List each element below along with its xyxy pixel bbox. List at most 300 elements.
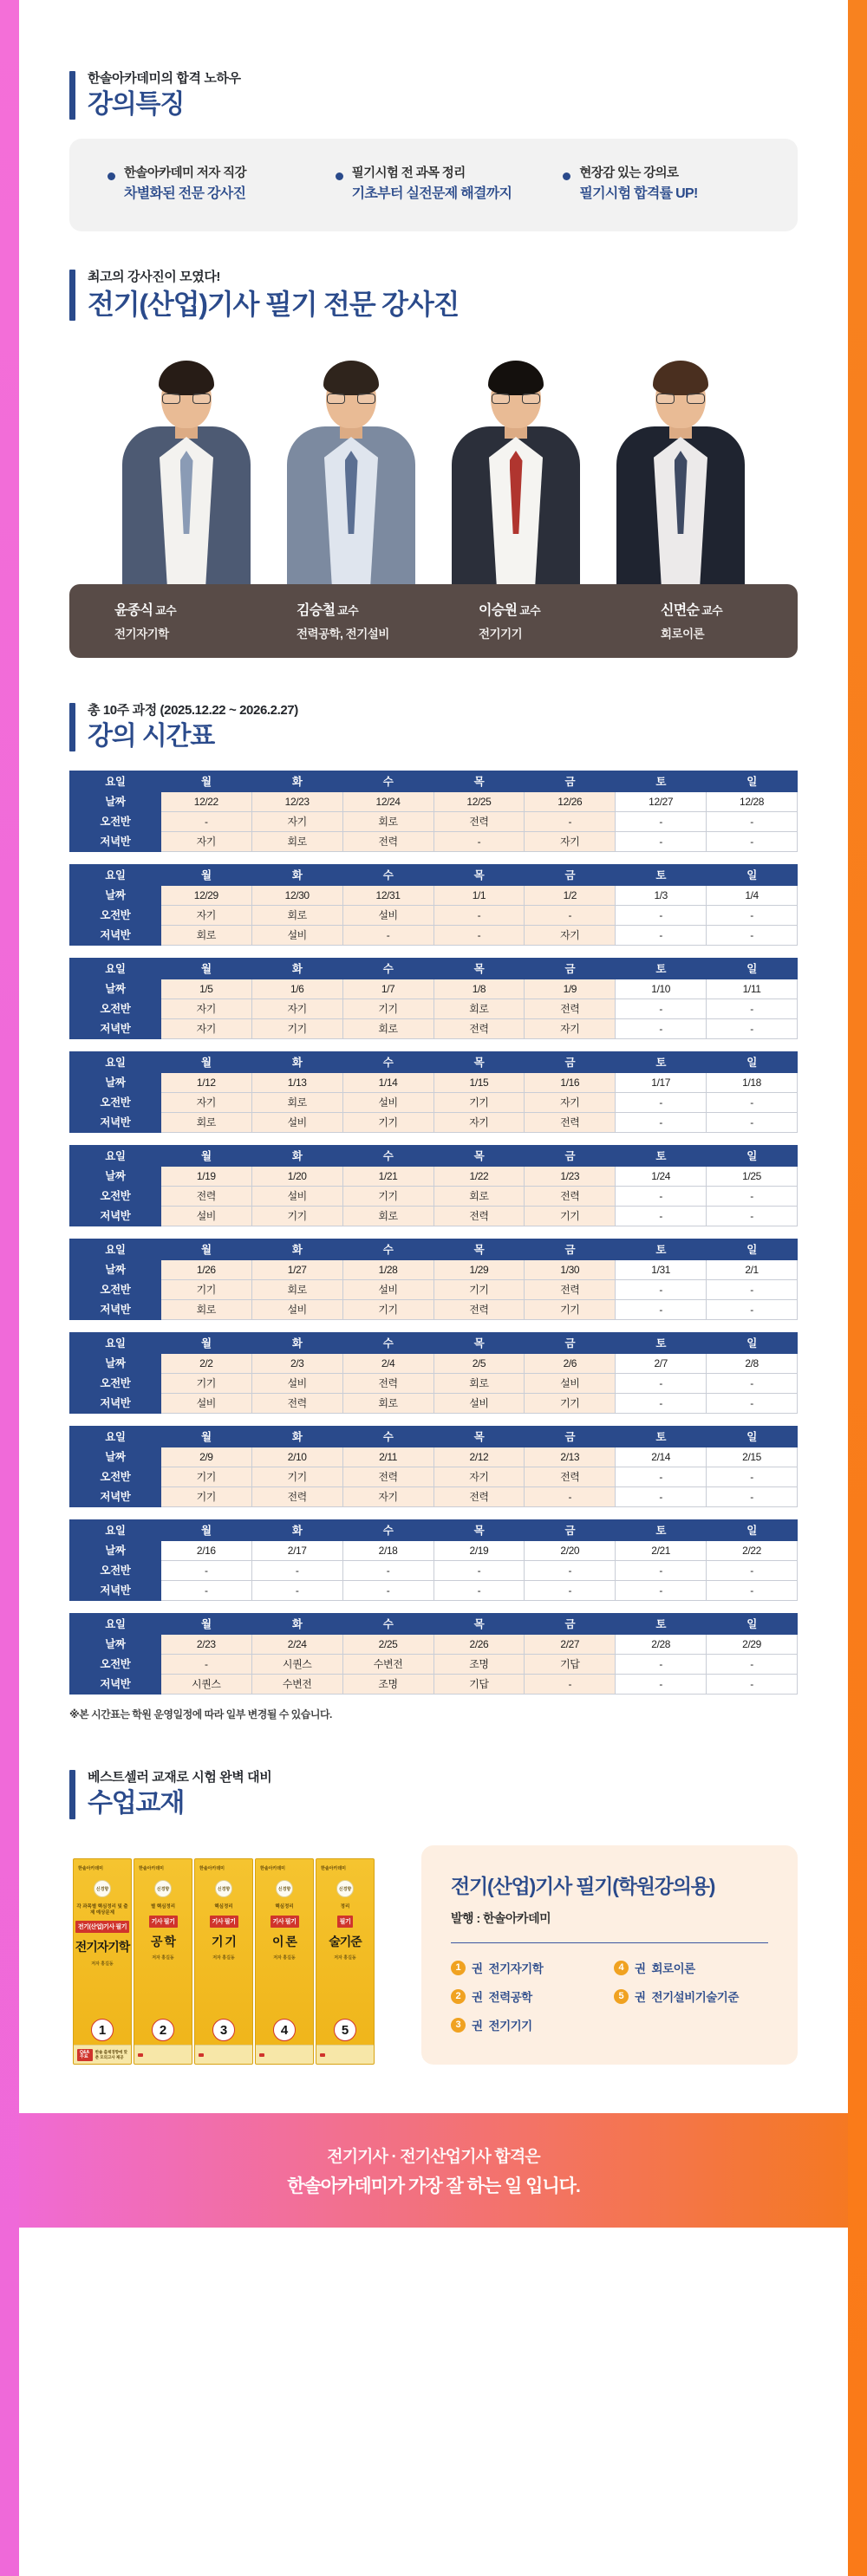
book-foot bbox=[316, 2045, 374, 2064]
table-cell: 수변전 bbox=[251, 1675, 342, 1695]
textbook-row bbox=[69, 1845, 798, 2065]
table-row bbox=[70, 1207, 798, 1226]
table-cell: 설비 bbox=[434, 1394, 525, 1414]
table-cell: - bbox=[707, 1207, 798, 1226]
column-header: 목 bbox=[434, 1333, 525, 1354]
table-row bbox=[70, 1073, 798, 1093]
column-header: 금 bbox=[525, 1427, 616, 1447]
table-cell: 수변전 bbox=[342, 1655, 434, 1675]
table-cell: 기기 bbox=[251, 1467, 342, 1487]
features-title: 강의특징 bbox=[88, 89, 185, 119]
book-spine bbox=[134, 1858, 192, 2065]
bullet-dot-icon bbox=[336, 172, 343, 180]
book-number: 5 bbox=[334, 2019, 356, 2041]
column-header: 목 bbox=[434, 1427, 525, 1447]
book-number: 2 bbox=[152, 2019, 174, 2041]
table-cell: 1/11 bbox=[707, 979, 798, 999]
book-subline: 각 과목별 핵심정리 및 출제 예상문제 bbox=[76, 1904, 128, 1916]
instructor-role: 교수 bbox=[519, 604, 540, 617]
table-cell: 2/5 bbox=[434, 1354, 525, 1374]
column-header: 토 bbox=[616, 1239, 707, 1260]
table-cell: 자기 bbox=[342, 1487, 434, 1507]
table-cell: - bbox=[616, 832, 707, 852]
book-number: 4 bbox=[273, 2019, 296, 2041]
glasses-icon bbox=[492, 393, 540, 404]
schedule-heading bbox=[69, 703, 798, 751]
table-cell: 자기 bbox=[434, 1467, 525, 1487]
table-row bbox=[70, 1167, 798, 1187]
book-author: 저자 홍길동 bbox=[212, 1955, 235, 1961]
table-cell: 기답 bbox=[434, 1675, 525, 1695]
book-subline: 정리 bbox=[340, 1904, 350, 1910]
table-cell: 2/3 bbox=[251, 1354, 342, 1374]
table-cell: 기기 bbox=[160, 1280, 251, 1300]
column-header: 토 bbox=[616, 1333, 707, 1354]
table-row bbox=[70, 1561, 798, 1581]
volume-number-badge: 1 bbox=[451, 1961, 466, 1975]
table-cell: - bbox=[707, 1093, 798, 1113]
table-cell: 자기 bbox=[251, 999, 342, 1019]
table-cell: 자기 bbox=[434, 1113, 525, 1133]
table-cell: 설비 bbox=[342, 1280, 434, 1300]
row-header: 오전반 bbox=[70, 812, 161, 832]
volume-name: 전기기기 bbox=[488, 2020, 532, 2033]
row-header: 오전반 bbox=[70, 1467, 161, 1487]
column-header: 금 bbox=[525, 1520, 616, 1541]
heading-accent-bar bbox=[69, 1770, 75, 1818]
table-header-row bbox=[70, 1427, 798, 1447]
column-header: 화 bbox=[251, 1239, 342, 1260]
column-header: 일 bbox=[707, 959, 798, 979]
book-subline: 별 핵심정리 bbox=[150, 1904, 176, 1910]
feature-item bbox=[547, 165, 775, 204]
table-cell: - bbox=[616, 812, 707, 832]
schedule-title: 강의 시간표 bbox=[88, 721, 215, 751]
instructor-name: 신면순 bbox=[661, 603, 700, 618]
table-cell: - bbox=[251, 1581, 342, 1601]
instructor-figure bbox=[104, 352, 269, 584]
table-cell: 1/31 bbox=[616, 1260, 707, 1280]
table-cell: 2/24 bbox=[251, 1635, 342, 1655]
table-cell: 1/2 bbox=[525, 886, 616, 906]
column-header: 요일 bbox=[70, 1146, 161, 1167]
table-cell: 2/23 bbox=[160, 1635, 251, 1655]
volume-number-badge: 2 bbox=[451, 1989, 466, 2004]
table-cell: - bbox=[616, 906, 707, 926]
volume-name: 전기설비기술기준 bbox=[651, 1991, 739, 2005]
table-cell: - bbox=[616, 1394, 707, 1414]
column-header: 금 bbox=[525, 959, 616, 979]
table-cell: - bbox=[434, 906, 525, 926]
table-cell: 2/9 bbox=[160, 1447, 251, 1467]
table-cell: - bbox=[707, 1019, 798, 1039]
table-cell: 1/20 bbox=[251, 1167, 342, 1187]
table-cell: - bbox=[707, 1561, 798, 1581]
instructor-name-cell bbox=[69, 599, 251, 641]
column-header: 월 bbox=[160, 865, 251, 886]
table-cell: 회로 bbox=[342, 1394, 434, 1414]
book-badge: 신경향 bbox=[94, 1880, 111, 1897]
table-cell: - bbox=[434, 926, 525, 946]
table-cell: 2/17 bbox=[251, 1541, 342, 1561]
table-cell: - bbox=[160, 1655, 251, 1675]
table-cell: 설비 bbox=[342, 906, 434, 926]
table-cell: 2/6 bbox=[525, 1354, 616, 1374]
table-cell: 1/5 bbox=[160, 979, 251, 999]
column-header: 월 bbox=[160, 1052, 251, 1073]
table-cell: 1/29 bbox=[434, 1260, 525, 1280]
instructors-title: 전기(산업)기사 필기 전문 강사진 bbox=[88, 289, 460, 321]
column-header: 화 bbox=[251, 865, 342, 886]
instructor-name: 김승철 bbox=[297, 603, 336, 618]
table-cell: - bbox=[616, 1280, 707, 1300]
column-header: 목 bbox=[434, 1239, 525, 1260]
table-cell: 자기 bbox=[160, 999, 251, 1019]
table-cell: - bbox=[707, 1581, 798, 1601]
column-header: 수 bbox=[342, 865, 434, 886]
row-header: 날짜 bbox=[70, 792, 161, 812]
table-cell: 1/15 bbox=[434, 1073, 525, 1093]
table-cell: 12/31 bbox=[342, 886, 434, 906]
table-cell: 2/4 bbox=[342, 1354, 434, 1374]
column-header: 토 bbox=[616, 1520, 707, 1541]
table-cell: 자기 bbox=[525, 1093, 616, 1113]
schedule-week-table bbox=[69, 958, 798, 1039]
table-row bbox=[70, 1541, 798, 1561]
instructor-role: 교수 bbox=[337, 604, 358, 617]
table-cell: 전력 bbox=[160, 1187, 251, 1207]
table-cell: - bbox=[707, 1113, 798, 1133]
table-row bbox=[70, 832, 798, 852]
book-badge: 신경향 bbox=[276, 1880, 293, 1897]
volume-name: 회로이론 bbox=[651, 1962, 695, 1976]
page-edge-left bbox=[0, 0, 19, 2576]
table-cell: - bbox=[616, 1675, 707, 1695]
book-number: 1 bbox=[91, 2019, 114, 2041]
column-header: 수 bbox=[342, 1146, 434, 1167]
table-cell: 기기 bbox=[434, 1093, 525, 1113]
column-header: 월 bbox=[160, 1520, 251, 1541]
table-cell: 회로 bbox=[342, 812, 434, 832]
column-header: 일 bbox=[707, 1333, 798, 1354]
book-volume-item bbox=[614, 1987, 768, 2005]
page-content bbox=[0, 23, 867, 2228]
schedule-week-table bbox=[69, 1145, 798, 1226]
column-header: 목 bbox=[434, 959, 525, 979]
column-header: 요일 bbox=[70, 959, 161, 979]
table-row bbox=[70, 1354, 798, 1374]
table-row bbox=[70, 1019, 798, 1039]
glasses-icon bbox=[656, 393, 705, 404]
instructor-name-cell bbox=[434, 599, 616, 641]
book-badge: 신경향 bbox=[154, 1880, 172, 1897]
table-cell: 1/8 bbox=[434, 979, 525, 999]
table-row bbox=[70, 812, 798, 832]
book-brand: 한솔아카데미 bbox=[78, 1866, 103, 1872]
table-cell: 1/10 bbox=[616, 979, 707, 999]
textbook-heading bbox=[69, 1770, 798, 1818]
column-header: 화 bbox=[251, 1146, 342, 1167]
table-cell: 1/12 bbox=[160, 1073, 251, 1093]
table-cell: 회로 bbox=[251, 1280, 342, 1300]
table-cell: 전력 bbox=[434, 1300, 525, 1320]
table-cell: 1/30 bbox=[525, 1260, 616, 1280]
table-cell: - bbox=[525, 1581, 616, 1601]
table-cell: 1/26 bbox=[160, 1260, 251, 1280]
column-header: 토 bbox=[616, 865, 707, 886]
book-volume-list bbox=[451, 1959, 768, 2033]
column-header: 목 bbox=[434, 1614, 525, 1635]
table-cell: 기기 bbox=[342, 1300, 434, 1320]
table-cell: 기기 bbox=[525, 1207, 616, 1226]
book-brand: 한솔아카데미 bbox=[321, 1866, 346, 1872]
column-header: 월 bbox=[160, 1614, 251, 1635]
volume-unit: 권 bbox=[472, 1962, 483, 1976]
schedule-week-table bbox=[69, 1332, 798, 1414]
table-cell: 자기 bbox=[160, 906, 251, 926]
book-volume-item bbox=[451, 1959, 605, 1976]
column-header: 금 bbox=[525, 1052, 616, 1073]
column-header: 요일 bbox=[70, 1052, 161, 1073]
column-header: 요일 bbox=[70, 1520, 161, 1541]
row-header: 날짜 bbox=[70, 1354, 161, 1374]
page-footer bbox=[0, 2113, 867, 2228]
table-cell: - bbox=[434, 1581, 525, 1601]
table-cell: 회로 bbox=[342, 1019, 434, 1039]
table-cell: - bbox=[707, 832, 798, 852]
table-cell: 기기 bbox=[251, 1019, 342, 1039]
row-header: 저녁반 bbox=[70, 1113, 161, 1133]
row-header: 날짜 bbox=[70, 1541, 161, 1561]
table-header-row bbox=[70, 1614, 798, 1635]
table-cell: 설비 bbox=[251, 1374, 342, 1394]
column-header: 일 bbox=[707, 1427, 798, 1447]
table-cell: 설비 bbox=[251, 1113, 342, 1133]
table-cell: 1/13 bbox=[251, 1073, 342, 1093]
column-header: 일 bbox=[707, 1520, 798, 1541]
table-cell: - bbox=[616, 1187, 707, 1207]
schedule-week-table bbox=[69, 1613, 798, 1695]
book-spine-title: 전기자기학 bbox=[75, 1940, 130, 1955]
bullet-dot-icon bbox=[108, 172, 115, 180]
table-cell: 12/22 bbox=[160, 792, 251, 812]
instructors-section bbox=[69, 270, 798, 658]
instructor-names-band bbox=[69, 584, 798, 658]
table-cell: 2/28 bbox=[616, 1635, 707, 1655]
table-cell: 회로 bbox=[342, 1207, 434, 1226]
row-header: 날짜 bbox=[70, 886, 161, 906]
table-cell: 12/27 bbox=[616, 792, 707, 812]
instructor-figure bbox=[598, 352, 763, 584]
table-cell: 기기 bbox=[342, 1113, 434, 1133]
schedule-week-table bbox=[69, 1519, 798, 1601]
column-header: 토 bbox=[616, 1614, 707, 1635]
table-cell: 1/21 bbox=[342, 1167, 434, 1187]
table-cell: 자기 bbox=[160, 1019, 251, 1039]
book-tag: 기사 필기 bbox=[149, 1916, 178, 1928]
book-subline: 핵심정리 bbox=[214, 1904, 233, 1910]
table-header-row bbox=[70, 865, 798, 886]
table-cell: 1/17 bbox=[616, 1073, 707, 1093]
table-cell: 설비 bbox=[251, 1300, 342, 1320]
table-cell: - bbox=[707, 1487, 798, 1507]
table-cell: 1/14 bbox=[342, 1073, 434, 1093]
table-row bbox=[70, 1300, 798, 1320]
row-header: 오전반 bbox=[70, 1187, 161, 1207]
book-brand: 한솔아카데미 bbox=[260, 1866, 285, 1872]
column-header: 수 bbox=[342, 1052, 434, 1073]
book-badge: 신경향 bbox=[336, 1880, 354, 1897]
table-cell: - bbox=[707, 1374, 798, 1394]
table-header-row bbox=[70, 1333, 798, 1354]
table-row bbox=[70, 1374, 798, 1394]
row-header: 저녁반 bbox=[70, 1487, 161, 1507]
instructor-name: 이승원 bbox=[479, 603, 518, 618]
table-cell: 2/8 bbox=[707, 1354, 798, 1374]
table-cell: - bbox=[525, 1561, 616, 1581]
table-cell: 1/25 bbox=[707, 1167, 798, 1187]
column-header: 월 bbox=[160, 1146, 251, 1167]
table-row bbox=[70, 906, 798, 926]
table-header-row bbox=[70, 1520, 798, 1541]
table-cell: 1/18 bbox=[707, 1073, 798, 1093]
table-cell: 1/23 bbox=[525, 1167, 616, 1187]
column-header: 수 bbox=[342, 1239, 434, 1260]
column-header: 금 bbox=[525, 1333, 616, 1354]
table-cell: - bbox=[525, 1675, 616, 1695]
column-header: 목 bbox=[434, 1052, 525, 1073]
table-cell: 12/24 bbox=[342, 792, 434, 812]
table-cell: 전력 bbox=[434, 1207, 525, 1226]
table-cell: 1/24 bbox=[616, 1167, 707, 1187]
table-row bbox=[70, 1260, 798, 1280]
glasses-icon bbox=[327, 393, 375, 404]
table-cell: - bbox=[434, 832, 525, 852]
feature-item bbox=[92, 165, 320, 204]
row-header: 저녁반 bbox=[70, 1581, 161, 1601]
volume-number-badge: 5 bbox=[614, 1989, 629, 2004]
book-author: 저자 홍길동 bbox=[273, 1955, 296, 1961]
table-cell: 2/29 bbox=[707, 1635, 798, 1655]
book-foot bbox=[134, 2045, 192, 2064]
table-cell: 회로 bbox=[434, 1374, 525, 1394]
table-cell: 시퀀스 bbox=[160, 1675, 251, 1695]
table-cell: 1/7 bbox=[342, 979, 434, 999]
book-volume-item bbox=[614, 1959, 768, 1976]
heading-accent-bar bbox=[69, 71, 75, 120]
table-cell: - bbox=[160, 1561, 251, 1581]
book-info-panel bbox=[421, 1845, 798, 2065]
feature-top-text: 현장감 있는 강의로 bbox=[579, 166, 679, 181]
table-cell: - bbox=[616, 1561, 707, 1581]
table-cell: - bbox=[342, 926, 434, 946]
heading-accent-bar bbox=[69, 270, 75, 321]
table-row bbox=[70, 1093, 798, 1113]
table-cell: - bbox=[707, 1280, 798, 1300]
volume-unit: 권 bbox=[472, 1991, 483, 2005]
book-author: 저자 홍길동 bbox=[91, 1961, 114, 1967]
column-header: 일 bbox=[707, 1146, 798, 1167]
volume-unit: 권 bbox=[635, 1962, 646, 1976]
row-header: 날짜 bbox=[70, 1073, 161, 1093]
book-spine-title: 술기준 bbox=[329, 1934, 362, 1948]
column-header: 화 bbox=[251, 1614, 342, 1635]
column-header: 요일 bbox=[70, 1333, 161, 1354]
table-row bbox=[70, 1113, 798, 1133]
table-cell: - bbox=[707, 1467, 798, 1487]
row-header: 오전반 bbox=[70, 1280, 161, 1300]
table-cell: 자기 bbox=[525, 926, 616, 946]
table-cell: 12/30 bbox=[251, 886, 342, 906]
row-header: 저녁반 bbox=[70, 1207, 161, 1226]
table-cell: - bbox=[525, 812, 616, 832]
instructor-role: 교수 bbox=[155, 604, 176, 617]
column-header: 화 bbox=[251, 959, 342, 979]
table-header-row bbox=[70, 1146, 798, 1167]
row-header: 오전반 bbox=[70, 1655, 161, 1675]
table-cell: 2/15 bbox=[707, 1447, 798, 1467]
book-spine bbox=[73, 1858, 132, 2065]
table-cell: 전력 bbox=[525, 1280, 616, 1300]
table-cell: 1/9 bbox=[525, 979, 616, 999]
column-header: 화 bbox=[251, 1052, 342, 1073]
table-cell: 12/28 bbox=[707, 792, 798, 812]
row-header: 오전반 bbox=[70, 1374, 161, 1394]
table-cell: 1/4 bbox=[707, 886, 798, 906]
instructor-subject: 전기자기학 bbox=[114, 628, 169, 641]
column-header: 월 bbox=[160, 1239, 251, 1260]
schedule-section bbox=[69, 703, 798, 1721]
table-cell: 전력 bbox=[251, 1487, 342, 1507]
volume-number-badge: 3 bbox=[451, 2018, 466, 2033]
book-tag: 필기 bbox=[337, 1916, 354, 1928]
table-cell: - bbox=[707, 1394, 798, 1414]
table-cell: 2/21 bbox=[616, 1541, 707, 1561]
table-cell: 설비 bbox=[251, 1187, 342, 1207]
table-row bbox=[70, 1581, 798, 1601]
book-spine-title: 이 론 bbox=[272, 1934, 297, 1948]
book-subline: 핵심정리 bbox=[275, 1904, 294, 1910]
column-header: 일 bbox=[707, 865, 798, 886]
column-header: 월 bbox=[160, 771, 251, 792]
table-cell: 기기 bbox=[160, 1467, 251, 1487]
book-volume-item bbox=[451, 2016, 605, 2033]
table-cell: - bbox=[707, 999, 798, 1019]
table-cell: 조명 bbox=[434, 1655, 525, 1675]
column-header: 금 bbox=[525, 1239, 616, 1260]
qna-badge bbox=[138, 2053, 143, 2057]
book-publisher: 발행 : 한솔아카데미 bbox=[451, 1911, 551, 1926]
page-edge-right bbox=[848, 0, 867, 2576]
row-header: 저녁반 bbox=[70, 1019, 161, 1039]
table-cell: - bbox=[342, 1581, 434, 1601]
column-header: 수 bbox=[342, 1520, 434, 1541]
textbook-kicker: 베스트셀러 교재로 시험 완벽 대비 bbox=[88, 1770, 272, 1786]
table-cell: - bbox=[707, 1675, 798, 1695]
table-row bbox=[70, 1655, 798, 1675]
column-header: 수 bbox=[342, 771, 434, 792]
table-cell: - bbox=[707, 812, 798, 832]
row-header: 날짜 bbox=[70, 1260, 161, 1280]
book-spine-title: 기 기 bbox=[212, 1934, 236, 1948]
table-cell: 설비 bbox=[160, 1207, 251, 1226]
divider bbox=[451, 1942, 768, 1943]
column-header: 수 bbox=[342, 1427, 434, 1447]
table-cell: - bbox=[616, 1113, 707, 1133]
table-cell: - bbox=[616, 1467, 707, 1487]
table-cell: - bbox=[616, 1655, 707, 1675]
table-cell: 자기 bbox=[525, 832, 616, 852]
